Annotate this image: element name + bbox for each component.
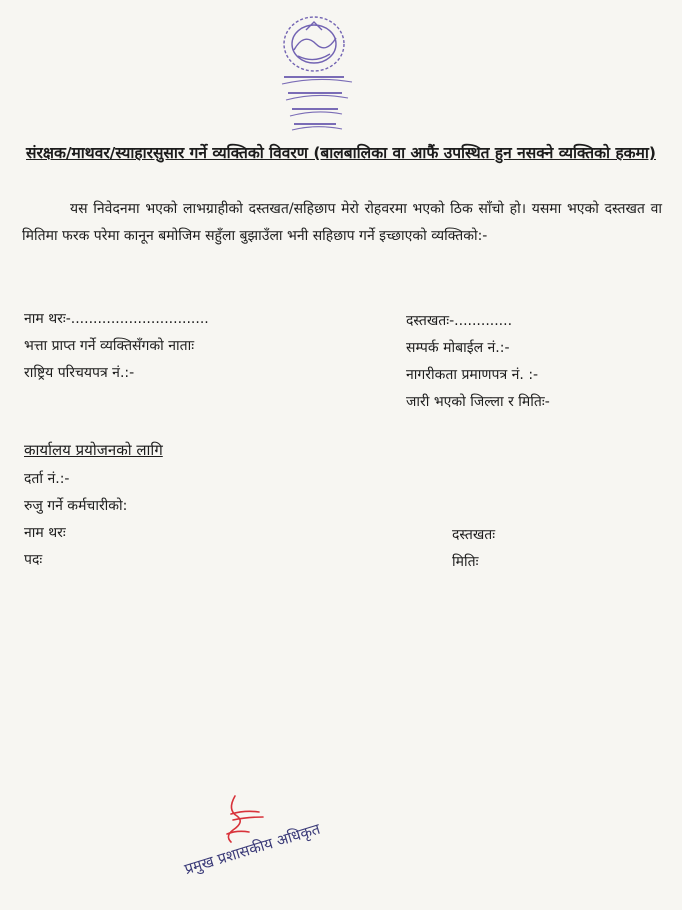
chief-administrative-officer-label: प्रमुख प्रशासकीय अधिकृत [182, 819, 323, 879]
staff-designation-field: पदः [24, 552, 43, 568]
staff-signature-field: दस्तखतः [452, 527, 496, 543]
guardian-mobile-field: सम्पर्क मोबाईल नं.:- [406, 340, 510, 356]
guardian-name-field: नाम थरः-............................... [24, 311, 209, 327]
office-seal-stamp [262, 10, 372, 140]
guardian-signature-field: दस्तखतः-............. [406, 313, 513, 329]
office-use-title: कार्यालय प्रयोजनको लागि [24, 441, 163, 459]
verifying-staff-label: रुजु गर्ने कर्मचारीको: [24, 498, 128, 514]
guardian-citizenship-field: नागरीकता प्रमाणपत्र नं. :- [406, 367, 539, 383]
guardian-issue-district-field: जारी भएको जिल्ला र मितिः- [406, 394, 550, 410]
guardian-relation-field: भत्ता प्राप्त गर्ने व्यक्तिसँगको नाताः [24, 338, 195, 354]
document-heading: संरक्षक/माथवर/स्याहारसुसार गर्ने व्यक्तिको विवरण (बालबालिका वा आफैं उपस्थित हुन नसक्ने व्यक्तिको हकमा) [26, 144, 656, 162]
staff-name-field: नाम थरः [24, 525, 66, 541]
declaration-paragraph: यस निवेदनमा भएको लाभग्राहीको दस्तखत/सहिछाप मेरो रोहवरमा भएको ठिक साँचो हो। यसमा भएको दस्तखत वा मितिमा फरक परेमा कानून बमोजिम सहुँला बुझाउँला भनी सहिछाप गर्ने इच्छाएको व्यक्तिको:- [22, 201, 662, 244]
staff-date-field: मितिः [452, 554, 479, 570]
registration-number-field: दर्ता नं.:- [24, 471, 70, 487]
guardian-national-id-field: राष्ट्रिय परिचयपत्र नं.:- [24, 365, 135, 381]
